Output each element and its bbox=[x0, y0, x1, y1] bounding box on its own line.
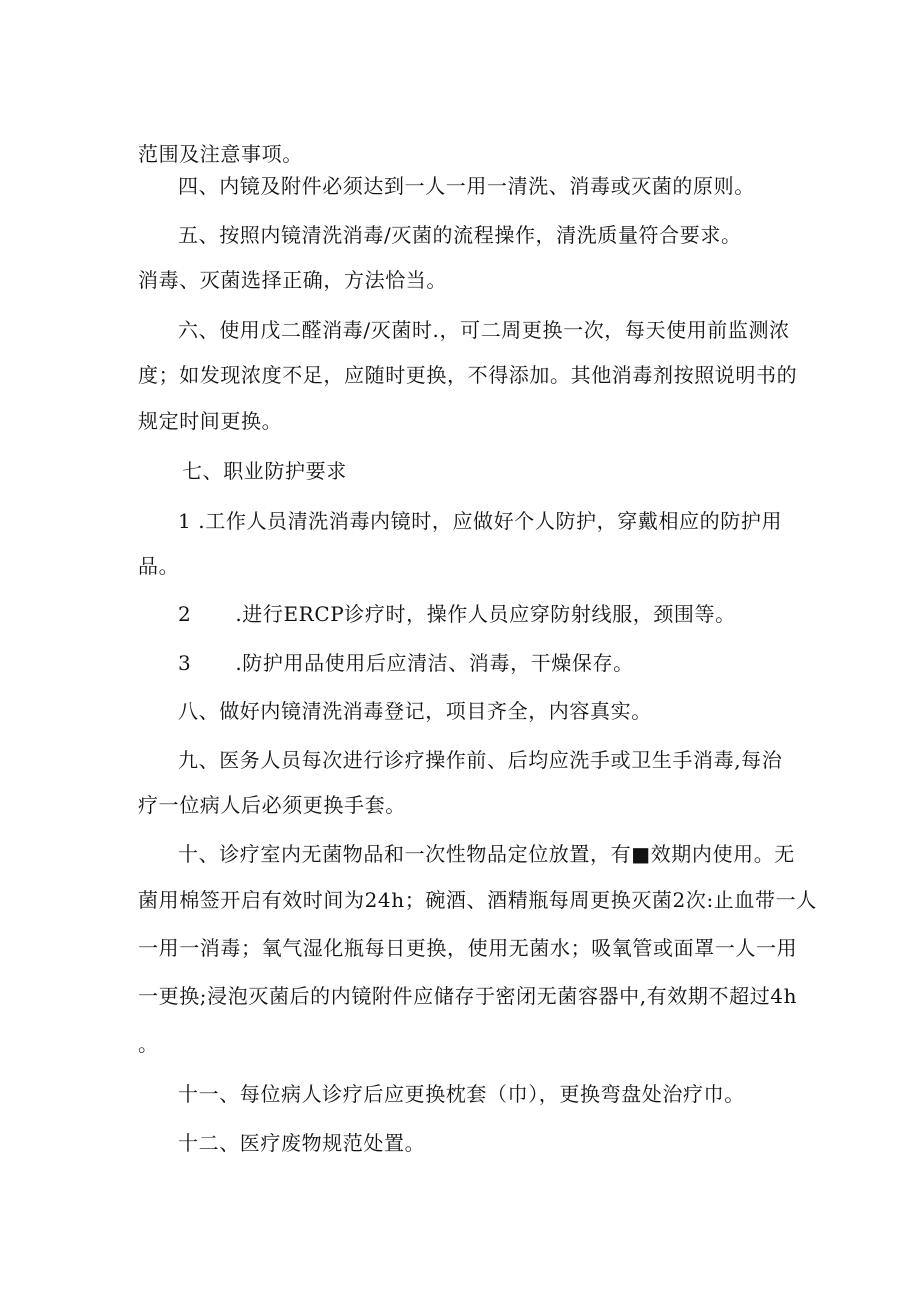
section-4-line: 四、内镜及附件必须达到一人一用一清洗、消毒或灭菌的原则。 bbox=[178, 174, 755, 198]
section-10-line-5: 。 bbox=[138, 1032, 159, 1056]
item-number: 2 bbox=[178, 602, 192, 626]
section-9-line-2: 疗一位病人后必须更换手套。 bbox=[138, 793, 406, 817]
section-6-line-3: 规定时间更换。 bbox=[138, 409, 283, 433]
protection-item-1-line-2: 品。 bbox=[138, 554, 180, 578]
item-text: .进行ERCP诊疗时，操作人员应穿防射线服，颈围等。 bbox=[235, 602, 736, 626]
section-12-line: 十二、医疗废物规范处置。 bbox=[178, 1131, 426, 1155]
section-7-heading: 七、职业防护要求 bbox=[182, 459, 347, 483]
section-11-line: 十一、每位病人诊疗后应更换枕套（巾），更换弯盘处治疗巾。 bbox=[178, 1082, 745, 1106]
protection-item-1-line-1: 1 .工作人员清洗消毒内镜时，应做好个人防护，穿戴相应的防护用 bbox=[178, 509, 783, 533]
section-10-line-2: 菌用棉签开启有效时间为24h；碗酒、酒精瓶每周更换灭菌2次:止血带一人 bbox=[138, 888, 817, 912]
section-5-line-1: 五、按照内镜清洗消毒/灭菌的流程操作，清洗质量符合要求。 bbox=[178, 223, 742, 247]
section-10-line-1: 十、诊疗室内无菌物品和一次性物品定位放置，有■效期内使用。无 bbox=[178, 842, 795, 866]
section-5-line-2: 消毒、灭菌选择正确，方法恰当。 bbox=[138, 268, 447, 292]
item-text: .防护用品使用后应清洁、消毒，干燥保存。 bbox=[235, 651, 634, 675]
section-9-line-1: 九、医务人员每次进行诊疗操作前、后均应洗手或卫生手消毒,每治 bbox=[178, 748, 783, 772]
section-6-line-1: 六、使用戊二醛消毒/灭菌时.，可二周更换一次，每天使用前监测浓 bbox=[178, 318, 790, 342]
text-line-1: 范围及注意事项。 bbox=[138, 142, 303, 166]
section-10-line-4: 一更换;浸泡灭菌后的内镜附件应储存于密闭无菌容器中,有效期不超过4h bbox=[138, 984, 798, 1008]
item-number: 3 bbox=[178, 651, 192, 675]
protection-item-3 bbox=[178, 649, 634, 677]
section-10-line-3: 一用一消毒；氧气湿化瓶每日更换，使用无菌水；吸氧管或面罩一人一用 bbox=[138, 936, 798, 960]
protection-item-2 bbox=[178, 600, 736, 628]
section-8-line: 八、做好内镜清洗消毒登记，项目齐全，内容真实。 bbox=[178, 699, 652, 723]
section-6-line-2: 度；如发现浓度不足，应随时更换，不得添加。其他消毒剂按照说明书的 bbox=[138, 363, 798, 387]
